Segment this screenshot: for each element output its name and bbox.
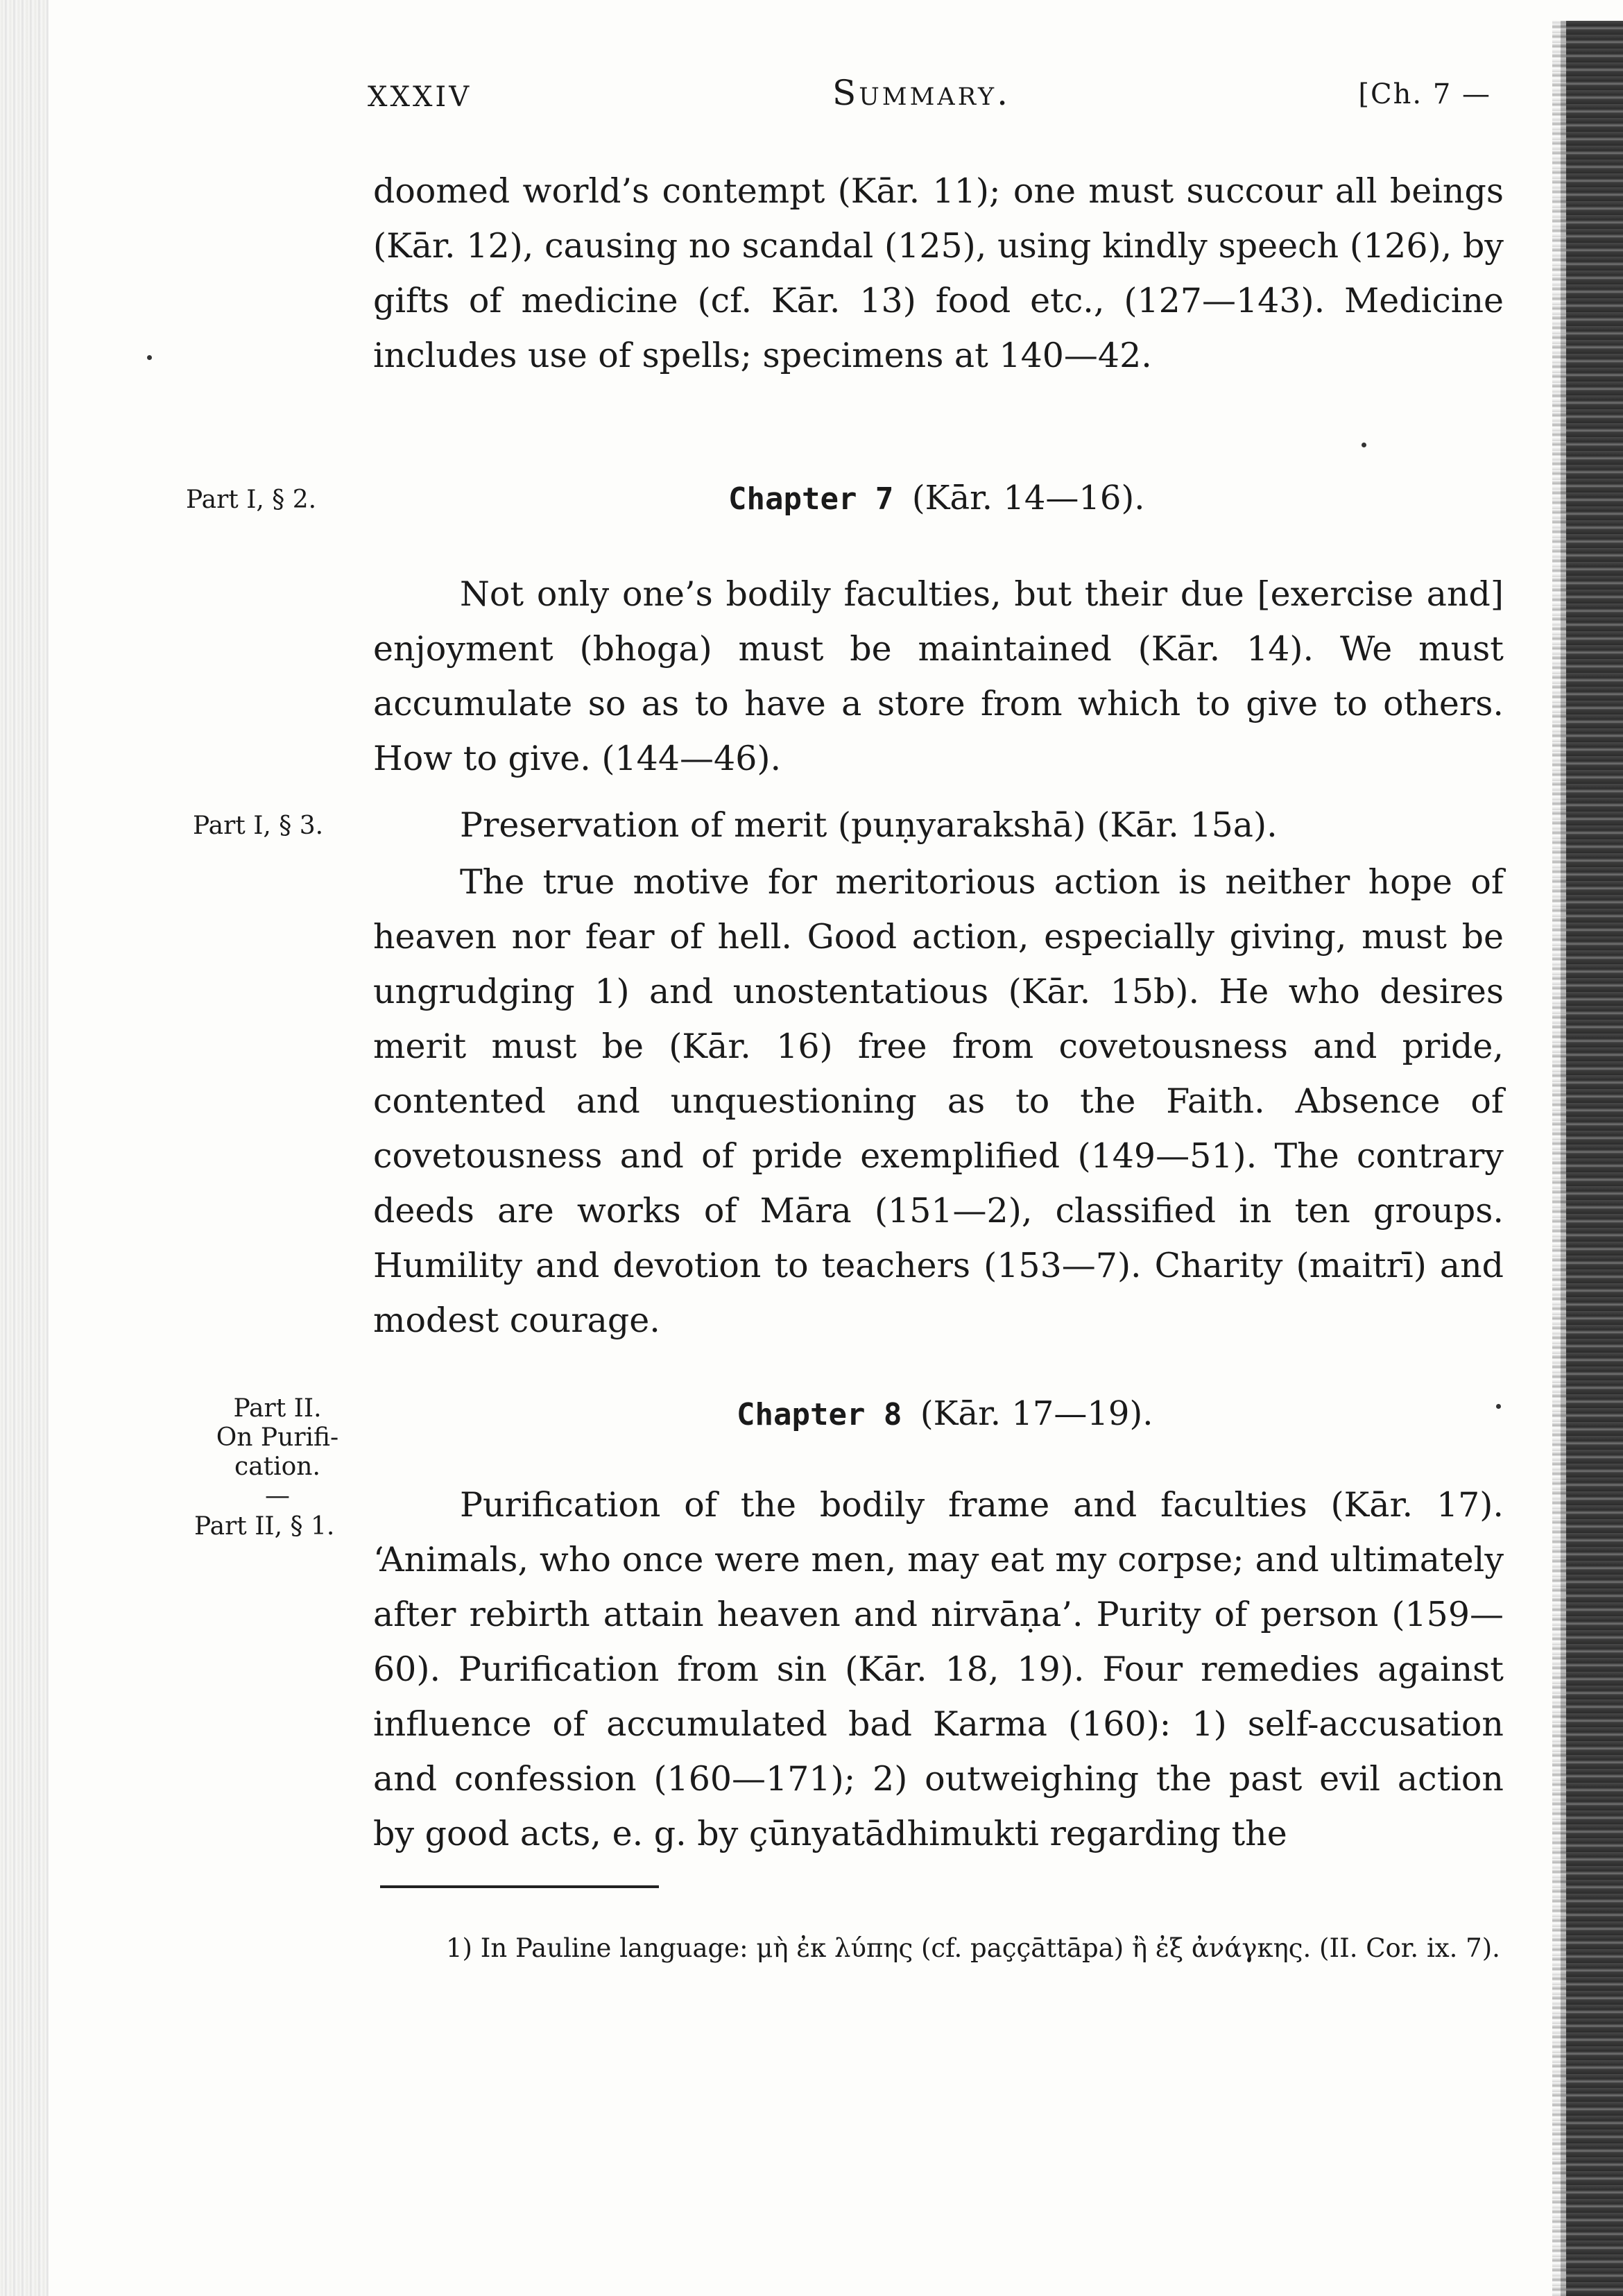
chapter-marker: [Ch. 7 — bbox=[1358, 78, 1491, 110]
scan-speck bbox=[147, 355, 152, 360]
footnote-rule bbox=[380, 1885, 659, 1888]
running-head bbox=[368, 73, 1505, 114]
chapter7-paragraph bbox=[373, 567, 1504, 786]
margin-note-part2 bbox=[194, 1394, 361, 1511]
section3-paragraph bbox=[373, 855, 1504, 1348]
margin-note-part1-sec2: Part I, § 2. bbox=[186, 486, 317, 514]
chapter8-kar-range: (Kār. 17—19). bbox=[920, 1394, 1153, 1433]
chapter8-title: Chapter 8 bbox=[737, 1397, 902, 1432]
section3-heading-text: Preservation of merit (puṇyarakshā) (Kār. 15a). bbox=[460, 805, 1278, 845]
page-number: XXXIV bbox=[368, 81, 472, 113]
running-title: Summary. bbox=[832, 73, 1011, 113]
chapter8-paragraph-text: Purification of the bodily frame and faculties (Kār. 17). ‘Animals, who once were men, may eat my corpse; and ultimately after rebirth attain heaven and nirvāṇa’. Purity of person (159—60). Purification from sin (Kār. 18, 19). Four remedies against influence of accumulated bad Karma (160): 1) self-accusation and confession (160—171); 2) outweighing the past evil action by good acts, e. g. by çūnyatādhimukti regarding the bbox=[373, 1485, 1504, 1853]
chapter8-paragraph bbox=[373, 1477, 1504, 1861]
margin-note-part2-line3: cation. bbox=[234, 1453, 320, 1481]
chapter7-title: Chapter 7 bbox=[728, 481, 894, 517]
opening-paragraph bbox=[373, 164, 1504, 383]
footnote-text: 1) In Pauline language: μὴ ἐκ λύπης (cf. paççāttāpa) ἢ ἐξ ἀνάγκης. (II. Cor. ix. 7). bbox=[446, 1933, 1500, 1963]
chapter7-paragraph-text: Not only one’s bodily faculties, but their due [exercise and] enjoyment (bhoga) must be maintained (Kār. 14). We must accumulate so as to have a store from which to give to others. How to give. (144—46). bbox=[373, 574, 1504, 778]
opening-paragraph-text: doomed world’s contempt (Kār. 11); one must succour all beings (Kār. 12), causing no scandal (125), using kindly speech (126), by gifts of medicine (cf. Kār. 13) food etc., (127—143). Medicine includes use of spells; specimens at 140—42. bbox=[373, 171, 1504, 375]
scan-left-edge bbox=[0, 0, 49, 2296]
margin-note-part2-line2: On Purifi- bbox=[216, 1423, 339, 1452]
margin-note-part1-sec3: Part I, § 3. bbox=[193, 812, 324, 840]
scan-speck bbox=[1362, 443, 1366, 447]
margin-note-dash: — bbox=[265, 1482, 290, 1510]
margin-note-part2-line1: Part II. bbox=[233, 1394, 322, 1423]
footnote bbox=[380, 1928, 1504, 1969]
section3-paragraph-text: The true motive for meritorious action is neither hope of heaven nor fear of hell. Good action, especially giving, must be ungrudging 1) and unostentatious (Kār. 15b). He who desires merit must be (Kār. 16) free from covetousness and pride, contented and unquestioning as to the Faith. Absence of covetousness and of pride exemplified (149—51). The contrary deeds are works of Māra (151—2), classified in ten groups. Humility and devotion to teachers (153—7). Charity (maitrī) and modest courage. bbox=[373, 862, 1504, 1340]
margin-note-part2-sec1: Part II, § 1. bbox=[194, 1512, 335, 1541]
chapter7-kar-range: (Kār. 14—16). bbox=[911, 479, 1145, 517]
scan-speck bbox=[1496, 1404, 1501, 1409]
chapter7-heading bbox=[728, 479, 1144, 517]
section3-heading bbox=[373, 798, 1504, 853]
scan-right-edge bbox=[1561, 21, 1623, 2296]
chapter8-heading bbox=[737, 1394, 1153, 1433]
